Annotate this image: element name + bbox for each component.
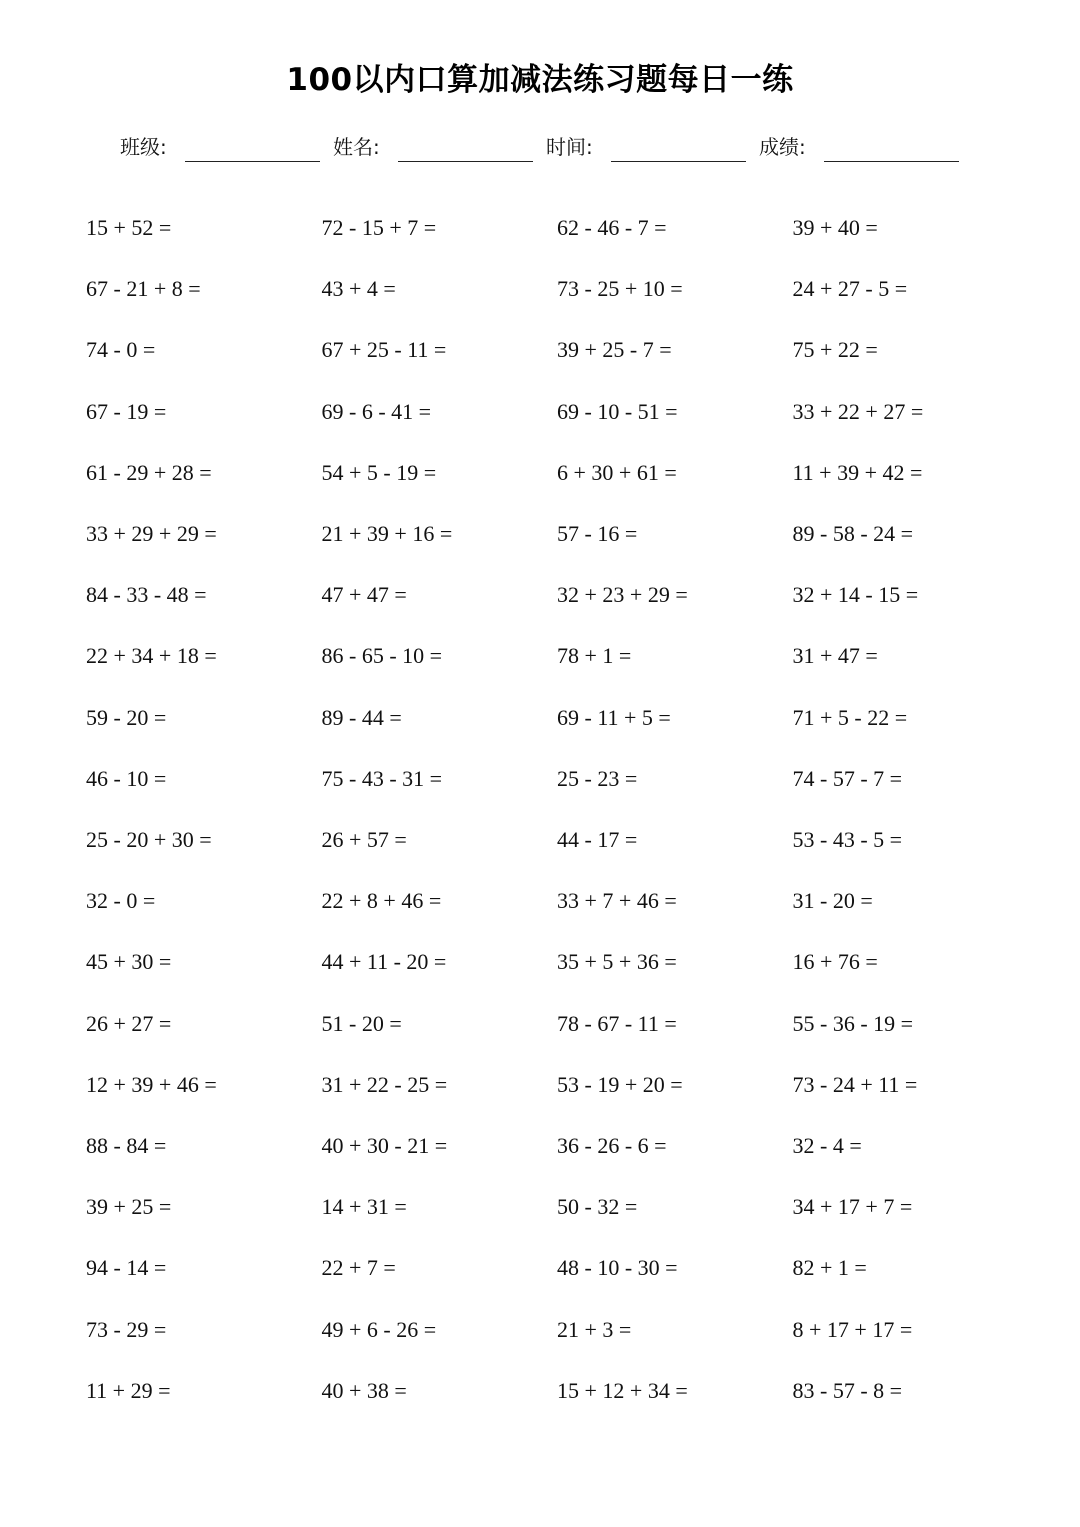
problem-item: 34 + 17 + 7 =: [792, 1194, 913, 1220]
problem-item: 11 + 39 + 42 =: [792, 459, 923, 485]
time-field-underline[interactable]: [611, 161, 746, 162]
problem-item: 72 - 15 + 7 =: [321, 215, 437, 240]
problem-item: 31 - 20 =: [792, 888, 873, 914]
name-field-label: 姓名:: [333, 135, 380, 159]
problem-item: 73 - 29 =: [86, 1316, 167, 1342]
problem-item: 61 - 29 + 28 =: [86, 459, 212, 485]
problem-item: 15 + 12 + 34 =: [557, 1377, 688, 1403]
problem-item: 89 - 58 - 24 =: [792, 521, 914, 546]
problem-item: 36 - 26 - 6 =: [557, 1133, 667, 1158]
problem-item: 94 - 14 =: [86, 1255, 167, 1281]
problem-item: 22 + 8 + 46 =: [321, 888, 442, 914]
problem-item: 6 + 30 + 61 =: [557, 459, 677, 485]
problem-item: 83 - 57 - 8 =: [792, 1377, 903, 1403]
problem-item: 88 - 84 =: [86, 1133, 167, 1158]
problem-item: 8 + 17 + 17 =: [792, 1316, 913, 1342]
problem-item: 84 - 33 - 48 =: [86, 582, 207, 608]
problem-item: 45 + 30 =: [86, 949, 172, 975]
worksheet-title: 100以内口算加减法练习题每日一练: [286, 62, 794, 98]
problem-item: 26 + 57 =: [321, 827, 407, 852]
problem-item: 44 - 17 =: [557, 827, 638, 852]
problem-item: 69 - 10 - 51 =: [557, 398, 678, 424]
problem-item: 39 + 25 =: [86, 1194, 172, 1220]
problem-item: 62 - 46 - 7 =: [557, 215, 667, 240]
problem-item: 32 + 14 - 15 =: [792, 582, 919, 608]
problem-item: 21 + 3 =: [557, 1316, 632, 1342]
problem-item: 75 - 43 - 31 =: [321, 765, 443, 791]
problem-item: 67 - 21 + 8 =: [86, 276, 201, 302]
problem-item: 31 + 22 - 25 =: [321, 1071, 448, 1097]
problem-item: 31 + 47 =: [792, 643, 878, 669]
problem-item: 33 + 22 + 27 =: [792, 398, 924, 424]
score-field-underline[interactable]: [824, 161, 959, 162]
problem-item: 33 + 29 + 29 =: [86, 521, 217, 546]
problem-item: 73 - 25 + 10 =: [557, 276, 683, 302]
problem-item: 14 + 31 =: [321, 1194, 407, 1220]
problem-item: 25 - 20 + 30 =: [86, 827, 212, 852]
problem-item: 32 + 23 + 29 =: [557, 582, 688, 608]
problem-item: 53 - 43 - 5 =: [792, 827, 903, 852]
problem-item: 51 - 20 =: [321, 1010, 402, 1036]
problem-item: 22 + 34 + 18 =: [86, 643, 217, 669]
student-info-fields: [120, 128, 980, 168]
problem-item: 50 - 32 =: [557, 1194, 638, 1220]
class-field-label: 班级:: [120, 135, 167, 159]
problem-item: 67 + 25 - 11 =: [321, 337, 447, 363]
time-field-label: 时间:: [546, 135, 593, 159]
problem-item: 24 + 27 - 5 =: [792, 276, 908, 302]
problem-item: 89 - 44 =: [321, 704, 402, 730]
problem-item: 25 - 23 =: [557, 765, 638, 791]
problem-item: 22 + 7 =: [321, 1255, 396, 1281]
problem-item: 82 + 1 =: [792, 1255, 867, 1281]
problem-item: 44 + 11 - 20 =: [321, 949, 447, 975]
problem-item: 32 - 0 =: [86, 888, 156, 914]
problem-item: 53 - 19 + 20 =: [557, 1071, 683, 1097]
problem-item: 11 + 29 =: [86, 1377, 171, 1403]
problem-item: 39 + 25 - 7 =: [557, 337, 672, 363]
problem-item: 46 - 10 =: [86, 765, 167, 791]
problem-item: 47 + 47 =: [321, 582, 407, 608]
problem-item: 35 + 5 + 36 =: [557, 949, 677, 975]
problem-item: 40 + 30 - 21 =: [321, 1133, 448, 1158]
problem-item: 26 + 27 =: [86, 1010, 172, 1036]
problem-item: 59 - 20 =: [86, 704, 167, 730]
problem-item: 32 - 4 =: [792, 1133, 862, 1158]
problem-item: 69 - 11 + 5 =: [557, 704, 671, 730]
problem-item: 48 - 10 - 30 =: [557, 1255, 678, 1281]
problem-item: 12 + 39 + 46 =: [86, 1071, 217, 1097]
problem-item: 69 - 6 - 41 =: [321, 398, 432, 424]
problem-item: 33 + 7 + 46 =: [557, 888, 677, 914]
problem-item: 55 - 36 - 19 =: [792, 1010, 914, 1036]
problem-item: 75 + 22 =: [792, 337, 878, 363]
problem-item: 54 + 5 - 19 =: [321, 459, 437, 485]
problem-item: 78 - 67 - 11 =: [557, 1010, 677, 1036]
problem-item: 74 - 0 =: [86, 337, 156, 363]
problem-item: 15 + 52 =: [86, 215, 172, 240]
problem-item: 67 - 19 =: [86, 398, 167, 424]
problem-item: 49 + 6 - 26 =: [321, 1316, 437, 1342]
problem-item: 73 - 24 + 11 =: [792, 1071, 918, 1097]
problem-item: 21 + 39 + 16 =: [321, 521, 453, 546]
problem-item: 40 + 38 =: [321, 1377, 407, 1403]
name-field-underline[interactable]: [398, 161, 533, 162]
problem-item: 16 + 76 =: [792, 949, 878, 975]
problem-item: 74 - 57 - 7 =: [792, 765, 903, 791]
problem-item: 43 + 4 =: [321, 276, 396, 302]
problem-item: 57 - 16 =: [557, 521, 638, 546]
class-field-underline[interactable]: [185, 161, 320, 162]
score-field-label: 成绩:: [759, 135, 806, 159]
problem-item: 71 + 5 - 22 =: [792, 704, 908, 730]
problem-item: 86 - 65 - 10 =: [321, 643, 443, 669]
problem-item: 39 + 40 =: [792, 215, 878, 240]
problem-grid: [86, 208, 1046, 1433]
problem-item: 78 + 1 =: [557, 643, 632, 669]
